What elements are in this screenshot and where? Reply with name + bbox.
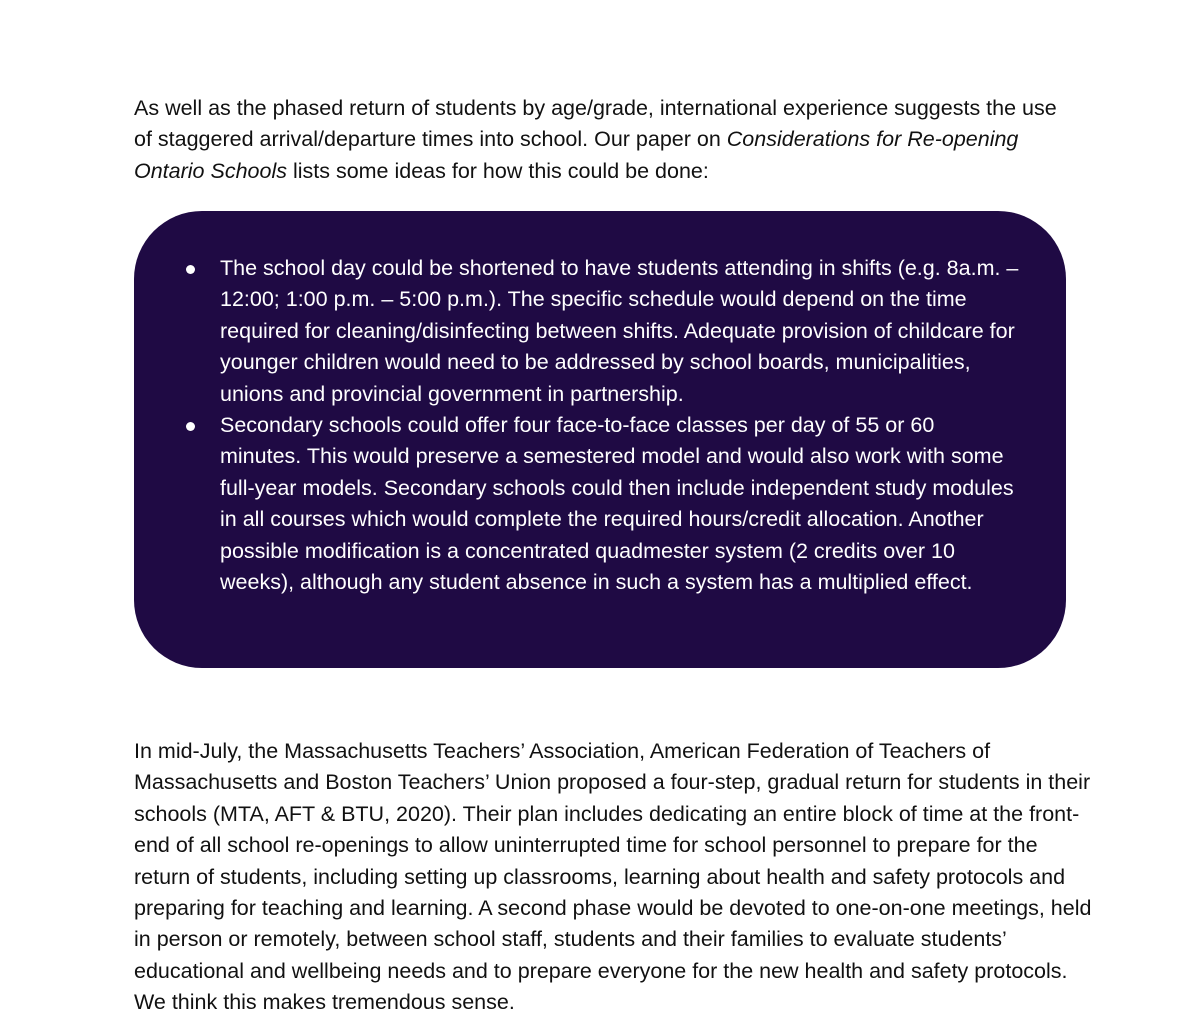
bullet-item-shifts (220, 253, 1020, 410)
intro-text-after: lists some ideas for how this could be done: (286, 158, 709, 183)
bullet-list (220, 253, 1020, 598)
intro-paragraph (134, 93, 1074, 187)
bullet-dot-icon (186, 422, 195, 431)
outro-paragraph: In mid-July, the Massachusetts Teachers’ Association, American Federation of Teachers of Massachusetts and Boston Teachers’ Union proposed a four-step, gradual return for students in their schools (MTA, AFT & BTU, 2020). Their plan includes dedicating an entire block of time at the front-end of all school re-openings to allow uninterrupted time for school personnel to prepare for the return of students, including setting up classrooms, learning about health and safety protocols and preparing for teaching and learning. A second phase would be devoted to one-on-one meetings, held in person or remotely, between school staff, students and their families to evaluate students’ educational and wellbeing needs and to prepare everyone for the new health and safety protocols. We think this makes tremendous sense. (134, 739, 1092, 1015)
bullet-dot-icon (186, 265, 195, 274)
paper-title: Considerations for Re-opening Ontario Schools (134, 127, 1019, 183)
intro-text-before: As well as the phased return of students by age/grade, international experience suggests the use of staggered arrival/departure times into school. Our paper on (134, 96, 1057, 152)
bullet-text-shifts: The school day could be shortened to have students attending in shifts (e.g. 8a.m. – 12:00; 1:00 p.m. – 5:00 p.m.). The specific schedule would depend on the time required for cleaning/disinfecting between shifts. Adequate provision of childcare for younger children would need to be addressed by school boards, municipalities, unions and provincial government in partnership. (220, 256, 1019, 406)
bullet-item-secondary (220, 410, 1020, 598)
callout-box (134, 211, 1066, 668)
bullet-text-secondary: Secondary schools could offer four face-to-face classes per day of 55 or 60 minutes. This would preserve a semestered model and would also work with some full-year models. Secondary schools could then include independent study modules in all courses which would complete the required hours/credit allocation. Another possible modification is a concentrated quadmester system (2 credits over 10 weeks), although any student absence in such a system has a multiplied effect. (220, 413, 1014, 595)
